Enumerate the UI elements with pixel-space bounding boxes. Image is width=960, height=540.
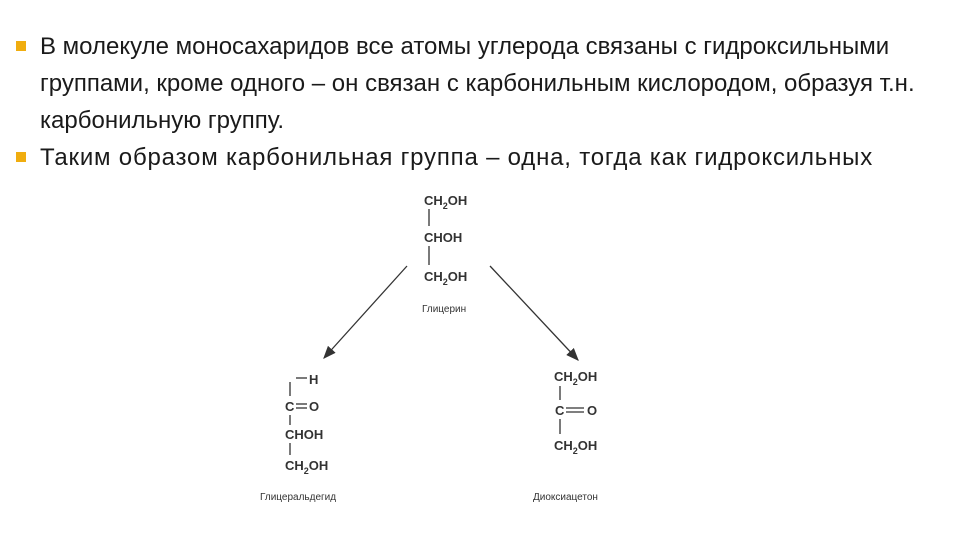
- glycerol-c2: CHOH: [424, 230, 463, 245]
- glycerol-c3: $CH_2OH$: [424, 269, 468, 287]
- glycerol-formula: [422, 193, 467, 315]
- dihydroxyacetone-c2: C: [555, 403, 565, 418]
- glyceraldehyde-formula: [260, 372, 336, 503]
- glycerol-c1: $CH_2OH$: [424, 193, 468, 211]
- glyceraldehyde-c2: CHOH: [285, 427, 324, 442]
- dihydroxyacetone-name: Диоксиацетон: [533, 492, 598, 503]
- glyceraldehyde-o: O: [309, 399, 320, 414]
- glyceraldehyde-name: Глицеральдегид: [260, 492, 337, 503]
- dihydroxyacetone-o: O: [587, 403, 598, 418]
- bullet-text-2: Таким образом карбонильная группа – одна, тогда как гидроксильных: [40, 144, 873, 171]
- dihydroxyacetone-c3: $CH_2OH$: [554, 438, 598, 456]
- glycerol-name: Глицерин: [422, 304, 467, 315]
- glyceraldehyde-h: H: [309, 372, 319, 387]
- glyceraldehyde-c1: C: [285, 399, 295, 414]
- bullet-text-1: В молекуле моносахаридов все атомы углерода связаны с гидроксильными группами, кроме одного – он связан с карбонильным кислородом, образуя т.н. карбонильную группу.: [40, 33, 915, 134]
- dihydroxyacetone-formula: [533, 369, 598, 503]
- glyceraldehyde-c3: $CH_2OH$: [285, 458, 329, 476]
- arrow-to-dihydroxyacetone: [490, 266, 578, 360]
- dihydroxyacetone-c1: $CH_2OH$: [554, 369, 598, 387]
- arrow-to-glyceraldehyde: [324, 266, 407, 358]
